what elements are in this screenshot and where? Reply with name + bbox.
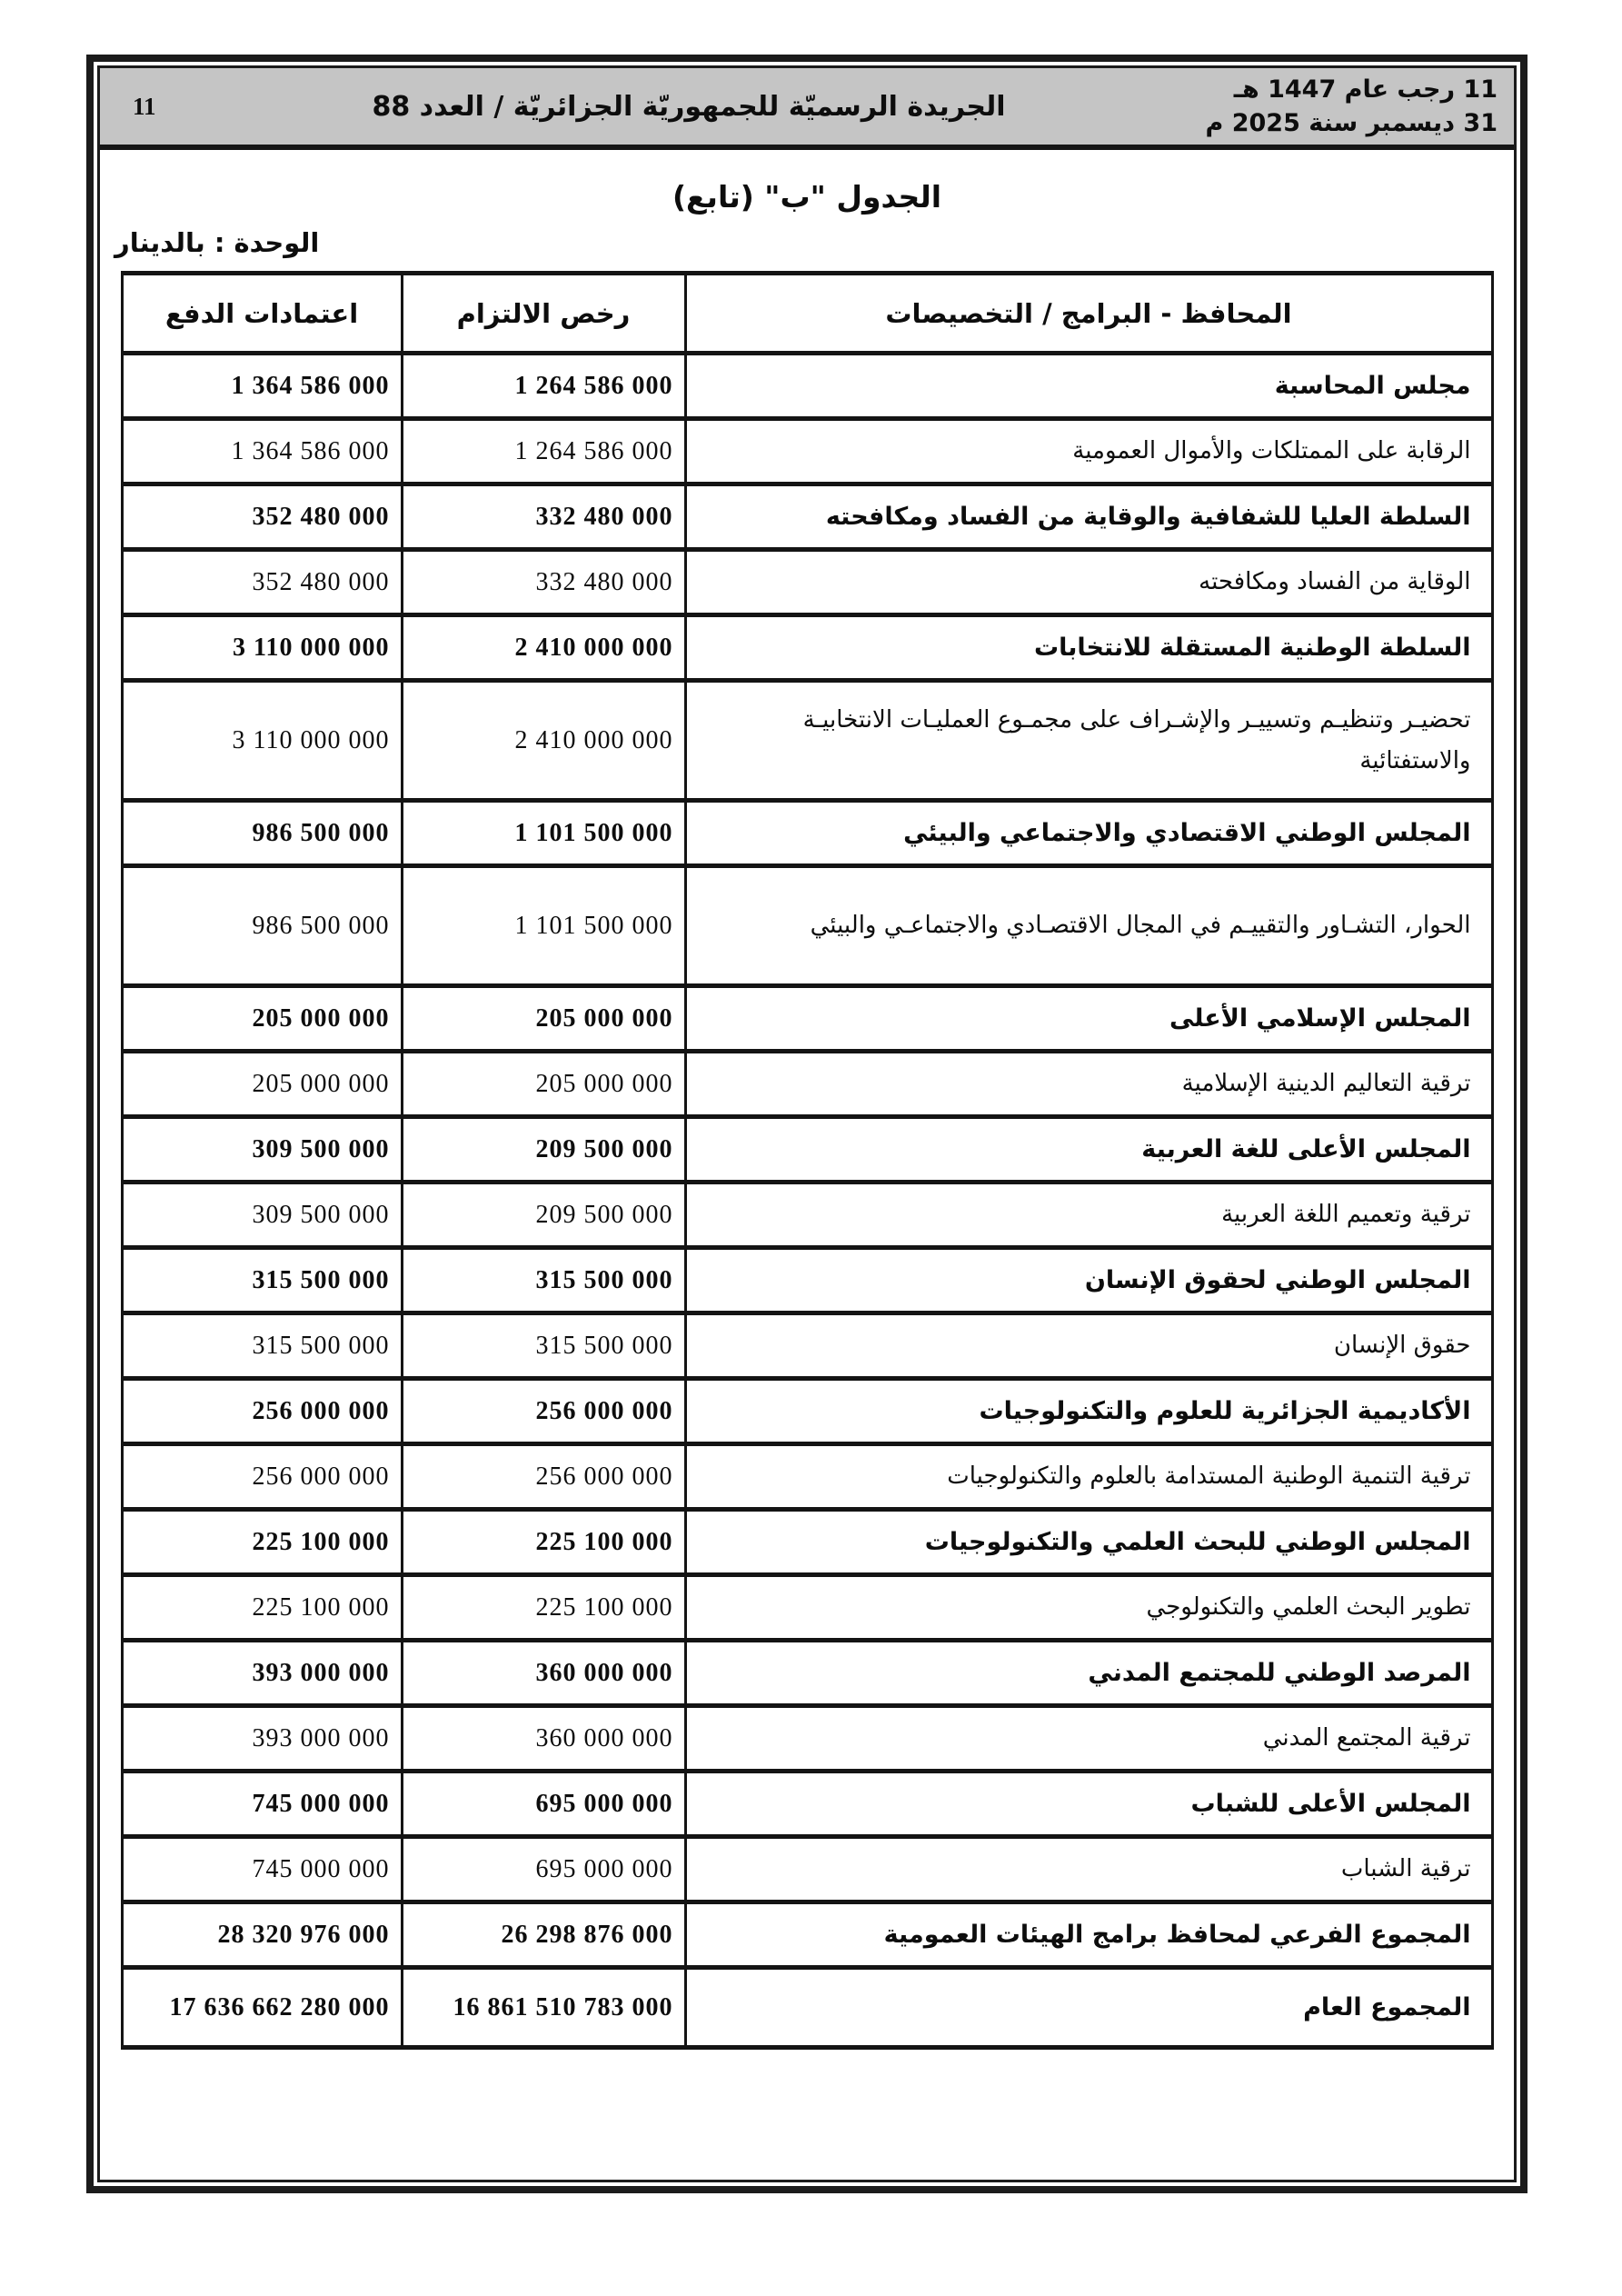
table-row	[122, 1313, 1492, 1379]
page-number: 11	[133, 92, 156, 120]
row-designation-cell: الحوار، التشـاور والتقييـم في المجال الاقتصـادي والاجتماعـي والبيئي	[685, 866, 1492, 986]
table-row	[122, 986, 1492, 1052]
row-commitment-cell: 695 000 000	[402, 1772, 685, 1837]
row-designation-cell: ترقية وتعميم اللغة العربية	[685, 1183, 1492, 1248]
date-hijri: 11 رجب عام 1447 هـ	[1233, 75, 1498, 104]
row-designation-cell: تحضيـر وتنظيـم وتسييـر والإشـراف على مجمـوع العمليـات الانتخابيـة والاستفتائية	[685, 681, 1492, 801]
table-row	[122, 354, 1492, 419]
row-commitment-cell: 332 480 000	[402, 550, 685, 615]
table-row	[122, 801, 1492, 866]
row-designation-cell: المجموع الفرعي لمحافظ برامج الهيئات العمومية	[685, 1902, 1492, 1968]
table-row	[122, 1575, 1492, 1641]
table-row	[122, 866, 1492, 986]
date-gregorian: 31 ديسمبر سنة 2025 م	[1205, 109, 1498, 137]
row-designation-cell: مجلس المحاسبة	[685, 354, 1492, 419]
row-payment-cell: 205 000 000	[122, 986, 402, 1052]
page-frame	[86, 55, 1527, 2193]
row-payment-cell: 256 000 000	[122, 1379, 402, 1444]
page-frame-inner	[97, 65, 1517, 2182]
row-payment-cell: 1 364 586 000	[122, 354, 402, 419]
masthead-band	[100, 68, 1514, 150]
row-commitment-cell: 205 000 000	[402, 986, 685, 1052]
row-designation-cell: الوقاية من الفساد ومكافحته	[685, 550, 1492, 615]
table-row	[122, 615, 1492, 681]
row-designation-cell: المجموع العام	[685, 1968, 1492, 2048]
row-designation-cell: ترقية التنمية الوطنية المستدامة بالعلوم والتكنولوجيات	[685, 1444, 1492, 1510]
row-commitment-cell: 315 500 000	[402, 1248, 685, 1313]
row-commitment-cell: 695 000 000	[402, 1837, 685, 1902]
row-commitment-cell: 26 298 876 000	[402, 1902, 685, 1968]
row-payment-cell: 352 480 000	[122, 484, 402, 550]
table-row	[122, 1379, 1492, 1444]
table-row	[122, 1837, 1492, 1902]
row-designation-cell: ترقية الشباب	[685, 1837, 1492, 1902]
table-row	[122, 1052, 1492, 1117]
row-commitment-cell: 332 480 000	[402, 484, 685, 550]
row-payment-cell: 745 000 000	[122, 1772, 402, 1837]
column-header-designation: المحافظ - البرامج / التخصيصات	[685, 274, 1492, 354]
table-row	[122, 1772, 1492, 1837]
row-commitment-cell: 315 500 000	[402, 1313, 685, 1379]
row-commitment-cell: 2 410 000 000	[402, 615, 685, 681]
row-commitment-cell: 256 000 000	[402, 1379, 685, 1444]
table-row	[122, 1183, 1492, 1248]
table-title: الجدول "ب" (تابع)	[672, 179, 942, 215]
row-designation-cell: المجلس الإسلامي الأعلى	[685, 986, 1492, 1052]
row-payment-cell: 315 500 000	[122, 1313, 402, 1379]
row-commitment-cell: 360 000 000	[402, 1641, 685, 1706]
row-payment-cell: 309 500 000	[122, 1117, 402, 1183]
table-row	[122, 419, 1492, 484]
row-designation-cell: حقوق الإنسان	[685, 1313, 1492, 1379]
row-commitment-cell: 1 264 586 000	[402, 419, 685, 484]
table-row	[122, 1117, 1492, 1183]
table-row	[122, 1510, 1492, 1575]
row-payment-cell: 3 110 000 000	[122, 681, 402, 801]
masthead-dates	[1189, 73, 1514, 140]
row-commitment-cell: 1 101 500 000	[402, 866, 685, 986]
table-row	[122, 1641, 1492, 1706]
row-designation-cell: المجلس الوطني لحقوق الإنسان	[685, 1248, 1492, 1313]
row-payment-cell: 256 000 000	[122, 1444, 402, 1510]
column-header-payment: اعتمادات الدفع	[122, 274, 402, 354]
row-payment-cell: 1 364 586 000	[122, 419, 402, 484]
row-payment-cell: 986 500 000	[122, 801, 402, 866]
unit-line	[100, 227, 1514, 258]
row-commitment-cell: 360 000 000	[402, 1706, 685, 1772]
table-row	[122, 1444, 1492, 1510]
row-payment-cell: 393 000 000	[122, 1641, 402, 1706]
row-payment-cell: 393 000 000	[122, 1706, 402, 1772]
row-payment-cell: 986 500 000	[122, 866, 402, 986]
row-payment-cell: 225 100 000	[122, 1510, 402, 1575]
row-designation-cell: الأكاديمية الجزائرية للعلوم والتكنولوجيات	[685, 1379, 1492, 1444]
column-header-commitment: رخص الالتزام	[402, 274, 685, 354]
row-designation-cell: المجلس الأعلى للغة العربية	[685, 1117, 1492, 1183]
row-designation-cell: المجلس الوطني للبحث العلمي والتكنولوجيات	[685, 1510, 1492, 1575]
row-commitment-cell: 205 000 000	[402, 1052, 685, 1117]
row-designation-cell: المجلس الوطني الاقتصادي والاجتماعي والبيئي	[685, 801, 1492, 866]
table-row	[122, 1706, 1492, 1772]
row-commitment-cell: 1 264 586 000	[402, 354, 685, 419]
table-row	[122, 1248, 1492, 1313]
row-commitment-cell: 16 861 510 783 000	[402, 1968, 685, 2048]
row-commitment-cell: 256 000 000	[402, 1444, 685, 1510]
row-commitment-cell: 209 500 000	[402, 1183, 685, 1248]
table-row	[122, 484, 1492, 550]
row-commitment-cell: 225 100 000	[402, 1575, 685, 1641]
table-row	[122, 1968, 1492, 2048]
row-payment-cell: 225 100 000	[122, 1575, 402, 1641]
row-payment-cell: 745 000 000	[122, 1837, 402, 1902]
row-payment-cell: 28 320 976 000	[122, 1902, 402, 1968]
table-row	[122, 1902, 1492, 1968]
row-designation-cell: السلطة الوطنية المستقلة للانتخابات	[685, 615, 1492, 681]
row-designation-cell: تطوير البحث العلمي والتكنولوجي	[685, 1575, 1492, 1641]
row-payment-cell: 315 500 000	[122, 1248, 402, 1313]
table-row	[122, 681, 1492, 801]
row-designation-cell: المرصد الوطني للمجتمع المدني	[685, 1641, 1492, 1706]
row-designation-cell: السلطة العليا للشفافية والوقاية من الفساد ومكافحته	[685, 484, 1492, 550]
row-commitment-cell: 209 500 000	[402, 1117, 685, 1183]
budget-table	[121, 271, 1494, 2050]
table-row	[122, 550, 1492, 615]
table-header-row	[122, 274, 1492, 354]
row-commitment-cell: 1 101 500 000	[402, 801, 685, 866]
row-payment-cell: 3 110 000 000	[122, 615, 402, 681]
row-payment-cell: 309 500 000	[122, 1183, 402, 1248]
row-designation-cell: ترقية المجتمع المدني	[685, 1706, 1492, 1772]
row-designation-cell: ترقية التعاليم الدينية الإسلامية	[685, 1052, 1492, 1117]
row-payment-cell: 352 480 000	[122, 550, 402, 615]
row-designation-cell: المجلس الأعلى للشباب	[685, 1772, 1492, 1837]
row-commitment-cell: 225 100 000	[402, 1510, 685, 1575]
row-designation-cell: الرقابة على الممتلكات والأموال العمومية	[685, 419, 1492, 484]
row-payment-cell: 205 000 000	[122, 1052, 402, 1117]
unit-label: الوحدة : بالدينار	[114, 227, 320, 258]
row-commitment-cell: 2 410 000 000	[402, 681, 685, 801]
row-payment-cell: 17 636 662 280 000	[122, 1968, 402, 2048]
gazette-title: الجريدة الرسميّة للجمهوريّة الجزائريّة / العدد 88	[372, 90, 1006, 123]
